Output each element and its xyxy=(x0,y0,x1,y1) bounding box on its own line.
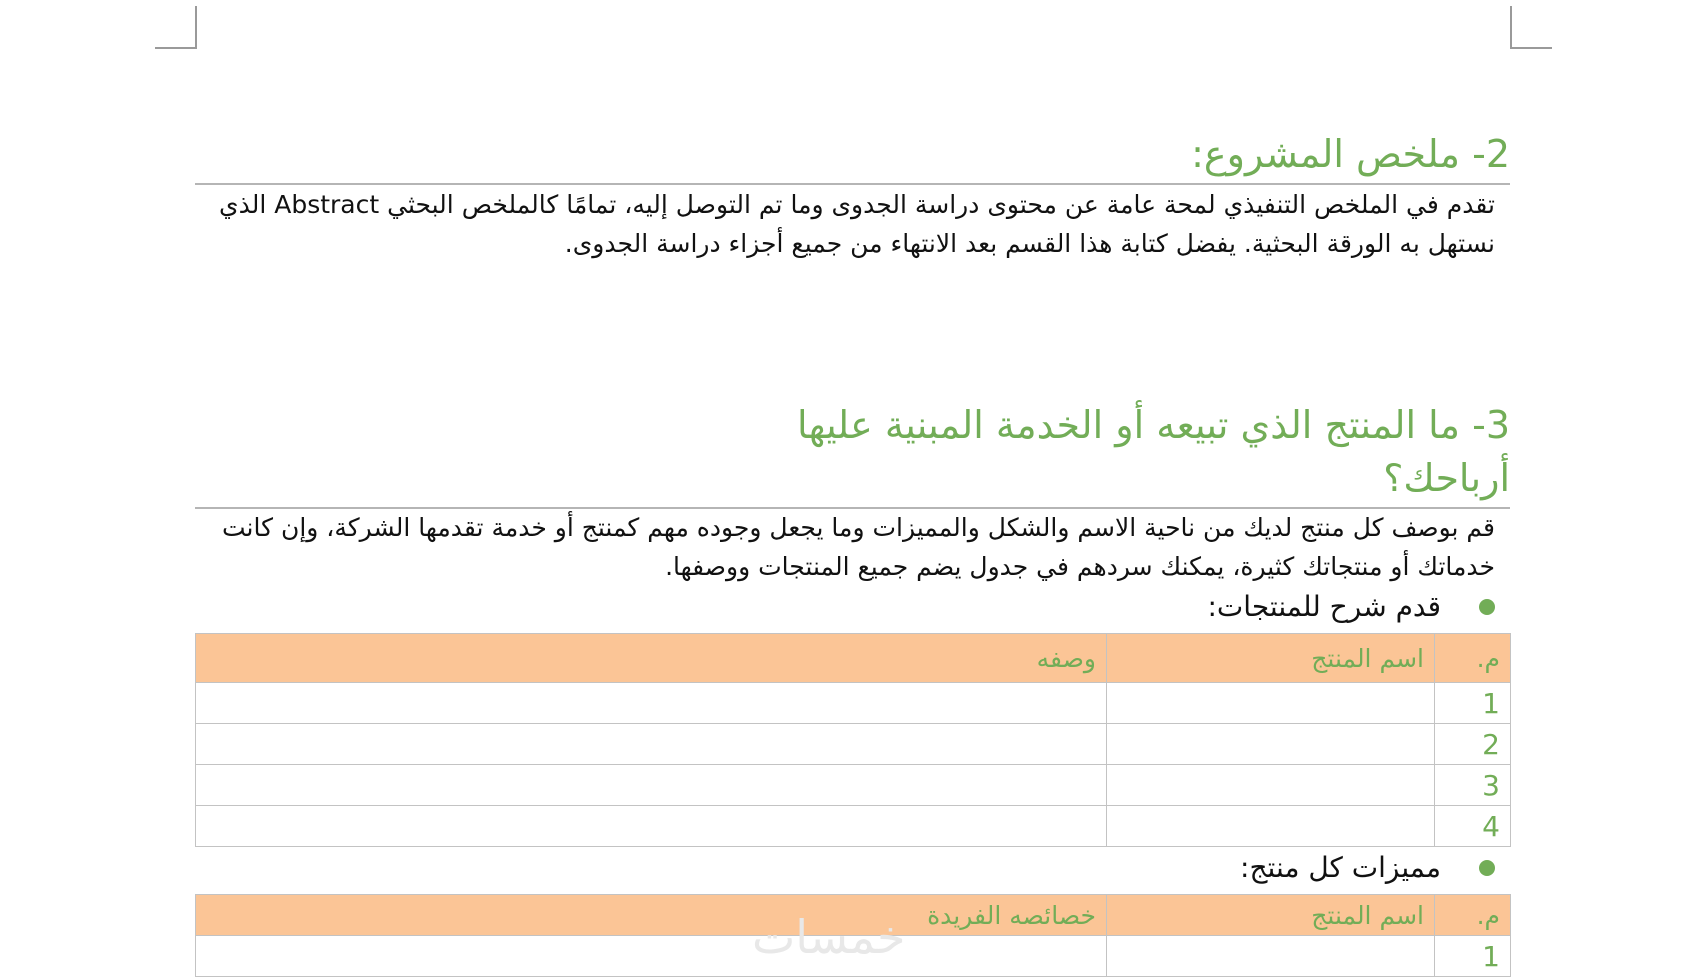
product-name-cell[interactable] xyxy=(1107,806,1435,847)
header-cell-unique-features: خصائصه الفريدة xyxy=(196,895,1107,936)
bullet-product-explanation xyxy=(1208,586,1496,628)
product-name-cell[interactable] xyxy=(1107,683,1435,724)
section-2-heading: 2- ملخص المشروع: xyxy=(1191,132,1510,176)
products-table xyxy=(195,633,1511,847)
crop-mark-top-right-v xyxy=(1510,6,1512,48)
header-cell-index: م. xyxy=(1435,634,1511,683)
bullet-product-features xyxy=(1240,847,1495,889)
row-index-cell: 3 xyxy=(1435,765,1511,806)
section-2-paragraph: تقدم في الملخص التنفيذي لمحة عامة عن محتوى دراسة الجدوى وما تم التوصل إليه، تمامًا كالملخص البحثي Abstract الذي نستهل به الورقة البحثية. يفضل كتابة هذا القسم بعد الانتهاء من جميع أجزاء دراسة الجدوى. xyxy=(219,190,1495,258)
section-3-heading-line1: 3- ما المنتج الذي تبيعه أو الخدمة المبنية عليها xyxy=(796,403,1510,447)
table-row xyxy=(196,724,1511,765)
row-index-cell: 1 xyxy=(1435,936,1511,977)
bullet-dot-icon xyxy=(1479,599,1495,615)
table-row xyxy=(196,765,1511,806)
product-name-cell[interactable] xyxy=(1107,936,1435,977)
row-index-cell: 4 xyxy=(1435,806,1511,847)
header-cell-product-name: اسم المنتج xyxy=(1107,634,1435,683)
product-name-cell[interactable] xyxy=(1107,724,1435,765)
bullet-dot-icon xyxy=(1479,860,1495,876)
header-cell-index: م. xyxy=(1435,895,1511,936)
description-cell[interactable] xyxy=(196,683,1107,724)
header-cell-description: وصفه xyxy=(196,634,1107,683)
header-cell-product-name: اسم المنتج xyxy=(1107,895,1435,936)
crop-mark-top-right-h xyxy=(1510,47,1552,49)
table-header-row xyxy=(196,634,1511,683)
table-row xyxy=(196,806,1511,847)
description-cell[interactable] xyxy=(196,806,1107,847)
product-name-cell[interactable] xyxy=(1107,765,1435,806)
watermark-logo: خمسات xyxy=(752,910,906,964)
row-index-cell: 2 xyxy=(1435,724,1511,765)
section-3-paragraph: قم بوصف كل منتج لديك من ناحية الاسم والشكل والمميزات وما يجعل وجوده مهم كمنتج أو خدمة تقدمها الشركة، وإن كانت خدماتك أو منتجاتك كثيرة، يمكنك سردهم في جدول يضم جميع المنتجات ووصفها. xyxy=(221,513,1495,581)
table-row xyxy=(196,683,1511,724)
bullet-label: قدم شرح للمنتجات: xyxy=(1207,590,1441,623)
unique-features-cell[interactable] xyxy=(196,936,1107,977)
description-cell[interactable] xyxy=(196,765,1107,806)
section-3-heading-line2: أرباحك؟ xyxy=(1383,456,1510,500)
bullet-label: مميزات كل منتج: xyxy=(1240,851,1441,884)
crop-mark-top-left-h xyxy=(155,47,197,49)
crop-mark-top-left-v xyxy=(195,6,197,48)
description-cell[interactable] xyxy=(196,724,1107,765)
row-index-cell: 1 xyxy=(1435,683,1511,724)
